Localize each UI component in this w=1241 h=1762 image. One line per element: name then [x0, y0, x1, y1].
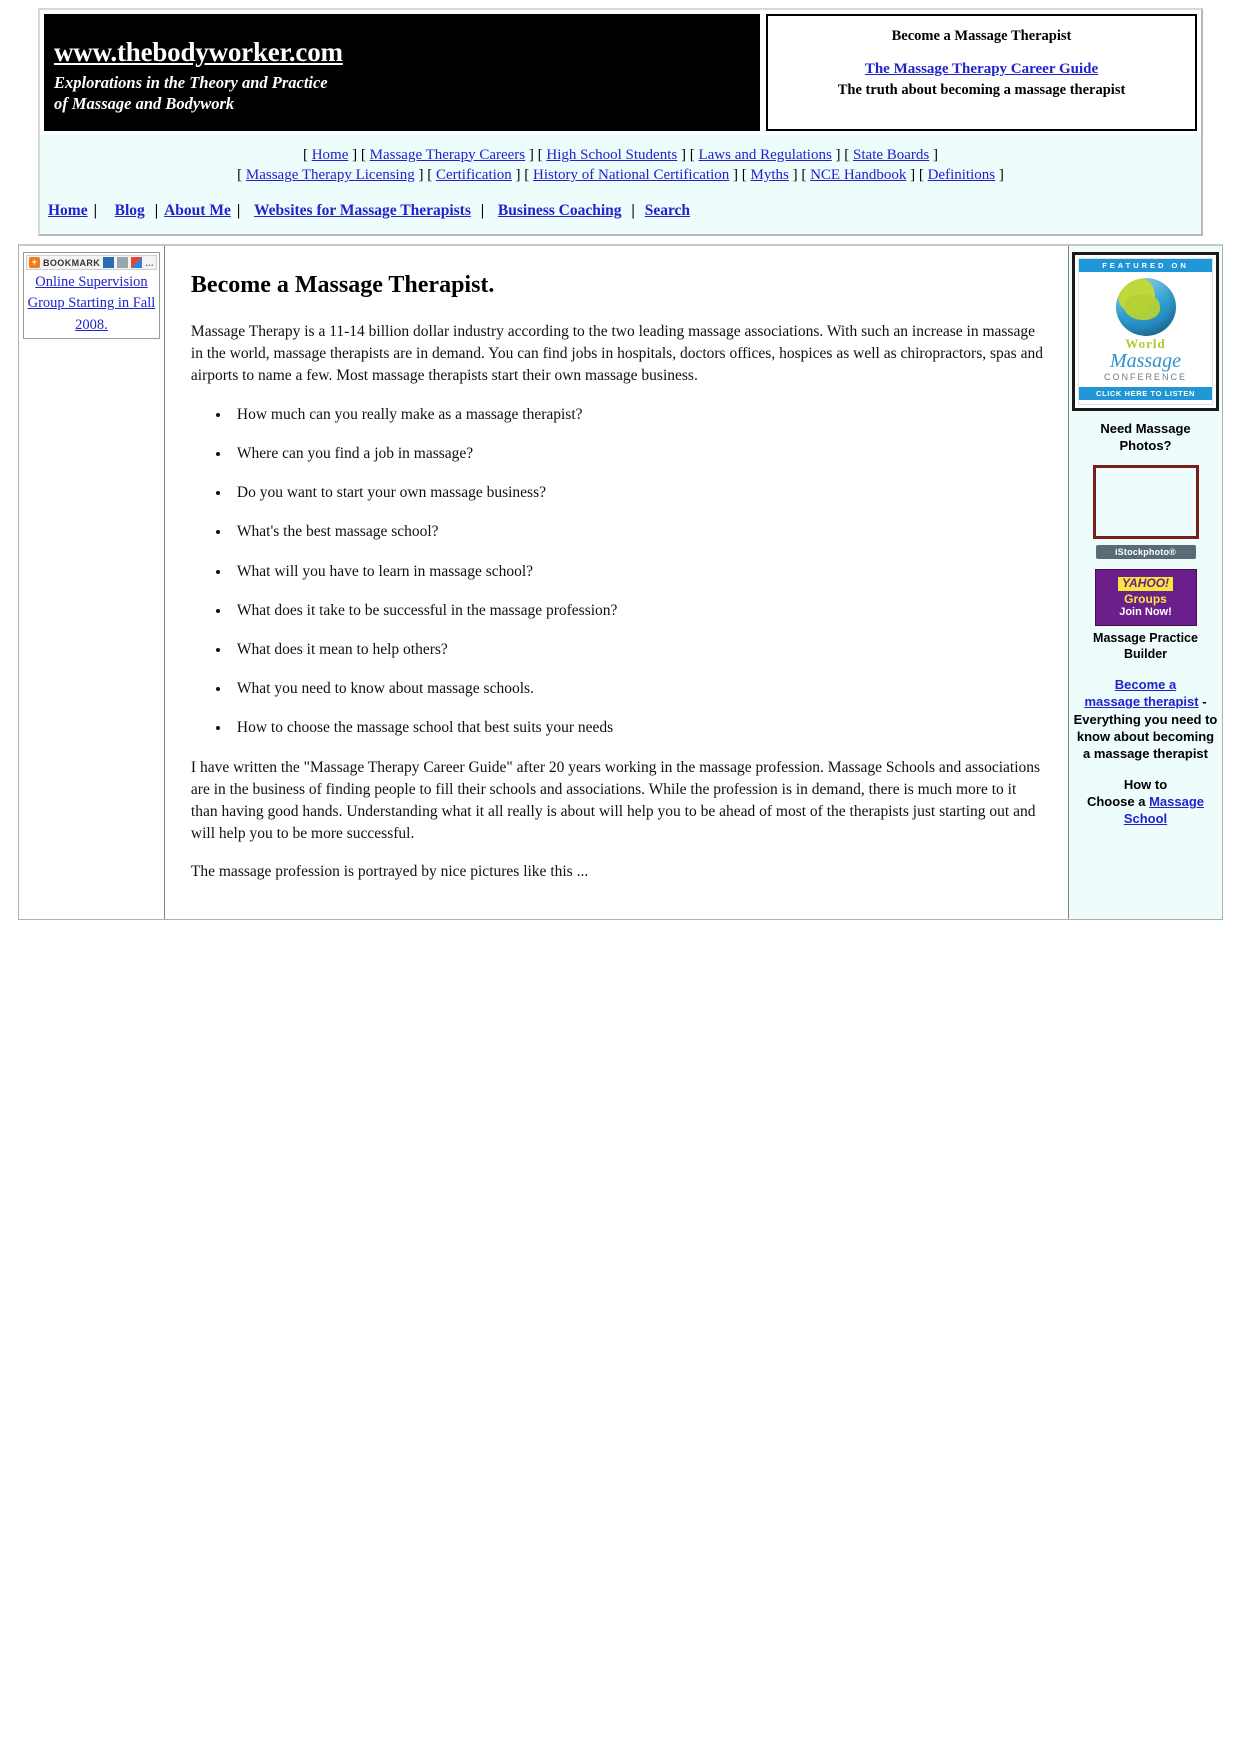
nav-separator: | — [236, 202, 241, 220]
utility-link-search[interactable]: Search — [644, 202, 691, 220]
massage-practice-builder-caption — [1072, 631, 1219, 662]
supervision-group-link-line-3[interactable]: 2008. — [75, 316, 108, 333]
share-more-icon[interactable] — [131, 257, 142, 268]
utility-link-business-coaching[interactable]: Business Coaching — [497, 202, 622, 220]
nav-link-certification[interactable]: Certification — [435, 167, 512, 184]
nav-separator: | — [154, 202, 159, 220]
utility-link-home[interactable]: Home — [48, 202, 88, 220]
nav-link-massage-therapy-careers[interactable]: Massage Therapy Careers — [369, 146, 526, 163]
nav-link-nce-handbook[interactable]: NCE Handbook — [810, 167, 907, 184]
bookmark-label: BOOKMARK — [43, 257, 101, 268]
bookmark-toolbar[interactable] — [26, 255, 157, 270]
list-item: • What does it mean to help others? — [231, 640, 1046, 660]
bookmark-overflow-icon[interactable]: ... — [145, 257, 154, 268]
nav-link-definitions[interactable]: Definitions — [927, 167, 996, 184]
nav-link-history-of-national-certification[interactable]: History of National Certification — [533, 167, 730, 184]
list-item: • What will you have to learn in massage school? — [231, 562, 1046, 582]
site-tagline-line-1: Explorations in the Theory and Practice — [54, 73, 328, 93]
become-therapist-promo-text: - Everything you need to know about becoming a massage therapist — [1073, 694, 1218, 761]
bookmark-add-icon[interactable]: + — [29, 257, 40, 268]
list-item: • What's the best massage school? — [231, 522, 1046, 542]
brand-banner — [44, 14, 760, 131]
site-title: www.thebodyworker.com — [54, 37, 343, 67]
become-therapist-link-line-1[interactable]: Become a — [1114, 677, 1177, 693]
yahoo-groups-label: Groups — [1124, 591, 1167, 606]
list-item: • What you need to know about massage schools. — [231, 679, 1046, 699]
istockphoto-badge[interactable]: iStockphoto® — [1096, 545, 1196, 559]
supervision-group-link-line-2[interactable]: Group Starting in Fall — [27, 295, 156, 312]
closing-paragraph: The massage profession is portrayed by nice pictures like this ... — [190, 863, 589, 881]
become-therapist-link-line-2[interactable]: massage therapist — [1084, 694, 1199, 710]
nav-link-myths[interactable]: Myths — [750, 167, 789, 184]
list-item: • What does it take to be successful in the massage profession? — [231, 601, 1046, 621]
nav-separator: | — [93, 202, 98, 220]
utility-link-websites-for-massage-therapists[interactable]: Websites for Massage Therapists — [254, 202, 471, 220]
right-sidebar — [1068, 246, 1222, 919]
list-item: • Where can you find a job in massage? — [231, 444, 1046, 464]
massage-school-link-line-1[interactable]: Massage — [1149, 794, 1205, 810]
nav-link-high-school-students[interactable]: High School Students — [546, 146, 678, 163]
nav-link-laws-and-regulations[interactable]: Laws and Regulations — [698, 146, 832, 163]
how-to-choose-school-promo — [1072, 776, 1219, 827]
become-a-massage-therapist-promo — [1072, 676, 1219, 762]
nav-link-massage-therapy-licensing[interactable]: Massage Therapy Licensing — [245, 167, 415, 184]
career-guide-paragraph: I have written the "Massage Therapy Career Guide" after 20 years working in the massage profession. Massage Schools and associations are in the business of finding people to fill their schools and associations. While the profession is in demand, there is much more to it than having good hands. Understanding what it all really is about will help you to be ahead of most of the therapists just starting out and will help you to be more successful. — [190, 759, 1041, 843]
globe-icon — [1116, 278, 1176, 336]
yahoo-groups-ad[interactable] — [1095, 569, 1197, 626]
main-content — [165, 246, 1068, 919]
practice-builder-line-2: Builder — [1123, 646, 1168, 661]
photo-placeholder[interactable] — [1093, 465, 1199, 539]
question-list — [191, 405, 1046, 738]
promo-tagline: The truth about becoming a massage therapist — [837, 82, 1126, 98]
nav-link-home[interactable]: Home — [311, 146, 349, 163]
wmc-listen-button[interactable]: CLICK HERE TO LISTEN — [1079, 387, 1212, 400]
page-body — [18, 244, 1223, 920]
promo-heading: Become a Massage Therapist — [891, 28, 1072, 44]
bookmark-widget[interactable] — [23, 252, 160, 339]
list-item: • Do you want to start your own massage business? — [231, 483, 1046, 503]
supervision-group-link-line-1[interactable]: Online Supervision — [35, 274, 148, 291]
utility-link-about-me[interactable]: About Me — [164, 202, 231, 220]
nav-row-utility — [40, 186, 1201, 230]
choose-school-line-2: Choose a — [1086, 794, 1150, 810]
massage-photos-heading — [1072, 421, 1219, 455]
wmc-word-conference: CONFERENCE — [1103, 372, 1187, 383]
wmc-word-massage: Massage — [1109, 350, 1182, 373]
page-title: Become a Massage Therapist. — [190, 272, 495, 299]
list-item: • How to choose the massage school that best suits your needs — [231, 718, 1046, 738]
wmc-ad-inner — [1078, 258, 1213, 405]
intro-paragraph: Massage Therapy is a 11-14 billion dollar industry according to the two leading massage associations. With such an increase in massage in the world, massage therapists are in demand. You can find jobs in hospitals, doctors offices, hospices as well as chiropractors, spas and airports to name a few. Most massage therapists start their own massage business. — [190, 323, 1043, 385]
nav-link-state-boards[interactable]: State Boards — [853, 146, 930, 163]
utility-link-blog[interactable]: Blog — [114, 202, 145, 220]
navigation-area — [40, 135, 1201, 235]
site-tagline-line-2: of Massage and Bodywork — [54, 94, 235, 114]
share-generic-icon[interactable] — [117, 257, 128, 268]
share-delicious-icon[interactable] — [103, 257, 114, 268]
yahoo-join-now-label: Join Now! — [1119, 606, 1172, 619]
nav-row-secondary: [ Massage Therapy Licensing ] [ Certification ] [ History of National Certification ] [ Myths ] [ NCE Handbook ] [ Definitions ] — [237, 167, 1004, 184]
nav-separator: | — [480, 202, 485, 220]
site-header — [38, 8, 1203, 236]
nav-separator: | — [631, 202, 635, 220]
header-promo-box — [766, 14, 1197, 131]
massage-school-link-line-2[interactable]: School — [1123, 811, 1168, 827]
header-top-row — [40, 10, 1201, 135]
career-guide-link[interactable]: The Massage Therapy Career Guide — [864, 61, 1099, 77]
sidebar-spacer — [1072, 762, 1219, 776]
wmc-word-world: World — [1125, 336, 1166, 352]
nav-row-primary: [ Home ] [ Massage Therapy Careers ] [ High School Students ] [ Laws and Regulations ] [ State Boards ] — [302, 146, 939, 163]
yahoo-logo: YAHOO! — [1118, 577, 1173, 591]
wmc-featured-banner: FEATURED ON — [1079, 259, 1212, 272]
world-massage-conference-ad[interactable] — [1072, 252, 1219, 411]
photos-heading-line-2: Photos? — [1119, 437, 1172, 453]
practice-builder-line-1: Massage Practice — [1093, 630, 1198, 645]
photos-heading-line-1: Need Massage — [1100, 421, 1191, 437]
left-sidebar — [19, 246, 165, 919]
choose-school-line-1: How to — [1123, 777, 1168, 793]
list-item: • How much can you really make as a massage therapist? — [231, 405, 1046, 425]
